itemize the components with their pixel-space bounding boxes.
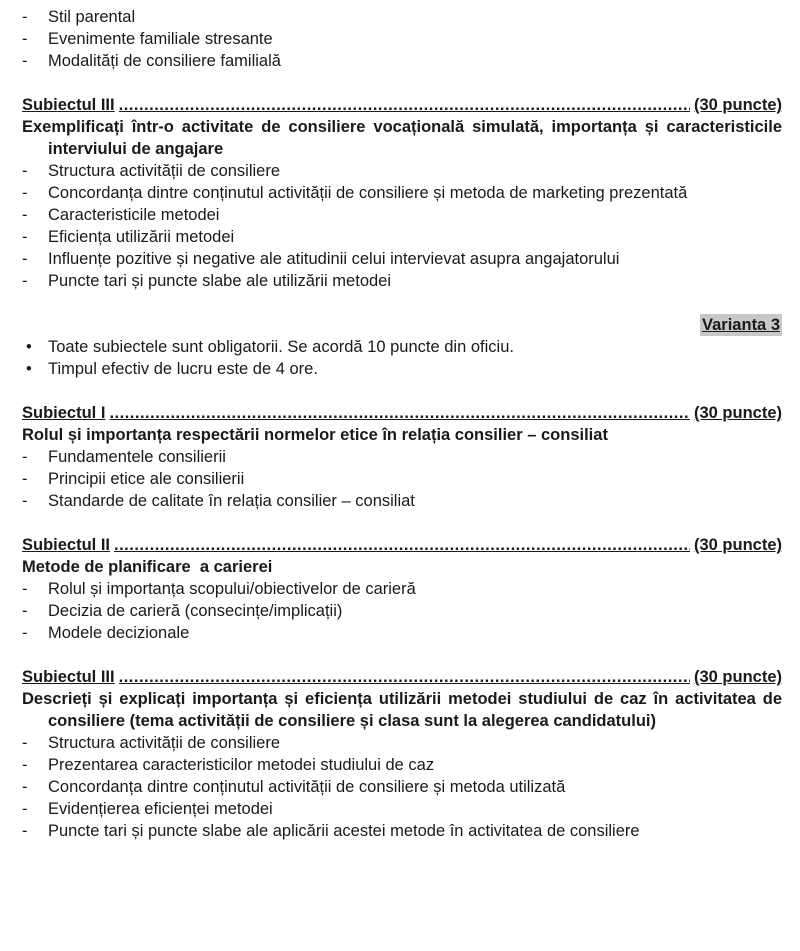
list-item: - Influențe pozitive și negative ale atitudinii celui intervievat asupra angajatorului — [22, 248, 782, 270]
subject-heading — [22, 94, 782, 116]
subject-task: Metode de planificare a carierei — [22, 558, 273, 576]
rules-list — [22, 336, 782, 380]
subject-criteria-list — [22, 446, 782, 512]
list-item: - Standarde de calitate în relația consilier – consiliat — [22, 490, 782, 512]
subject-task: Rolul și importanța respectării normelor etice în relația consilier – consiliat — [22, 426, 608, 444]
subject-task: Descrieți și explicați importanța și eficiența utilizării metodei studiului de caz în activitatea de consiliere (tema activității de consiliere și clasa sunt la alegerea candidatului) — [22, 690, 782, 730]
list-item: - Rolul și importanța scopului/obiectivelor de carieră — [22, 578, 782, 600]
dot-leader — [109, 402, 690, 424]
list-item: - Decizia de carieră (consecințe/implicații) — [22, 600, 782, 622]
variant-header — [22, 314, 782, 336]
subject-criteria-list — [22, 732, 782, 842]
list-item: - Evenimente familiale stresante — [22, 28, 782, 50]
dot-leader — [119, 94, 690, 116]
subject-heading — [22, 402, 782, 424]
subject-label: Subiectul I — [22, 404, 106, 422]
list-item: - Concordanța dintre conținutul activității de consiliere și metoda utilizată — [22, 776, 782, 798]
dot-leader — [114, 534, 690, 556]
intro-list — [22, 6, 782, 72]
list-item: - Structura activității de consiliere — [22, 732, 782, 754]
list-item: - Prezentarea caracteristicilor metodei studiului de caz — [22, 754, 782, 776]
subject-label: Subiectul II — [22, 536, 111, 554]
subject-points: (30 puncte) — [693, 536, 782, 554]
list-item: - Modele decizionale — [22, 622, 782, 644]
dot-leader — [119, 666, 690, 688]
subject-points: (30 puncte) — [693, 404, 782, 422]
subject-criteria-list — [22, 160, 782, 292]
list-item: - Principii etice ale consilierii — [22, 468, 782, 490]
subject-points: (30 puncte) — [693, 668, 782, 686]
list-item: - Puncte tari și puncte slabe ale aplicării acestei metode în activitatea de consiliere — [22, 820, 782, 842]
list-item: - Concordanța dintre conținutul activității de consiliere și metoda de marketing prezentată — [22, 182, 782, 204]
subject-section — [22, 534, 782, 644]
list-item: - Fundamentele consilierii — [22, 446, 782, 468]
subject-heading — [22, 534, 782, 556]
subject-section — [22, 402, 782, 512]
list-item: - Structura activității de consiliere — [22, 160, 782, 182]
rule-item: • Toate subiectele sunt obligatorii. Se acordă 10 puncte din oficiu. — [22, 336, 782, 358]
list-item: - Modalități de consiliere familială — [22, 50, 782, 72]
subject-section — [22, 94, 782, 292]
variant-label: Varianta 3 — [702, 316, 780, 334]
list-item: - Evidențierea eficienței metodei — [22, 798, 782, 820]
subject-criteria-list — [22, 578, 782, 644]
rule-item: • Timpul efectiv de lucru este de 4 ore. — [22, 358, 782, 380]
list-item: - Eficiența utilizării metodei — [22, 226, 782, 248]
list-item: - Puncte tari și puncte slabe ale utilizării metodei — [22, 270, 782, 292]
subject-task: Exemplificați într-o activitate de consiliere vocațională simulată, importanța și caracteristicile interviului de angajare — [22, 118, 782, 158]
subject-label: Subiectul III — [22, 668, 115, 686]
subject-heading — [22, 666, 782, 688]
list-item: - Caracteristicile metodei — [22, 204, 782, 226]
list-item: - Stil parental — [22, 6, 782, 28]
subject-label: Subiectul III — [22, 96, 115, 114]
subject-points: (30 puncte) — [693, 96, 782, 114]
subject-section — [22, 666, 782, 842]
